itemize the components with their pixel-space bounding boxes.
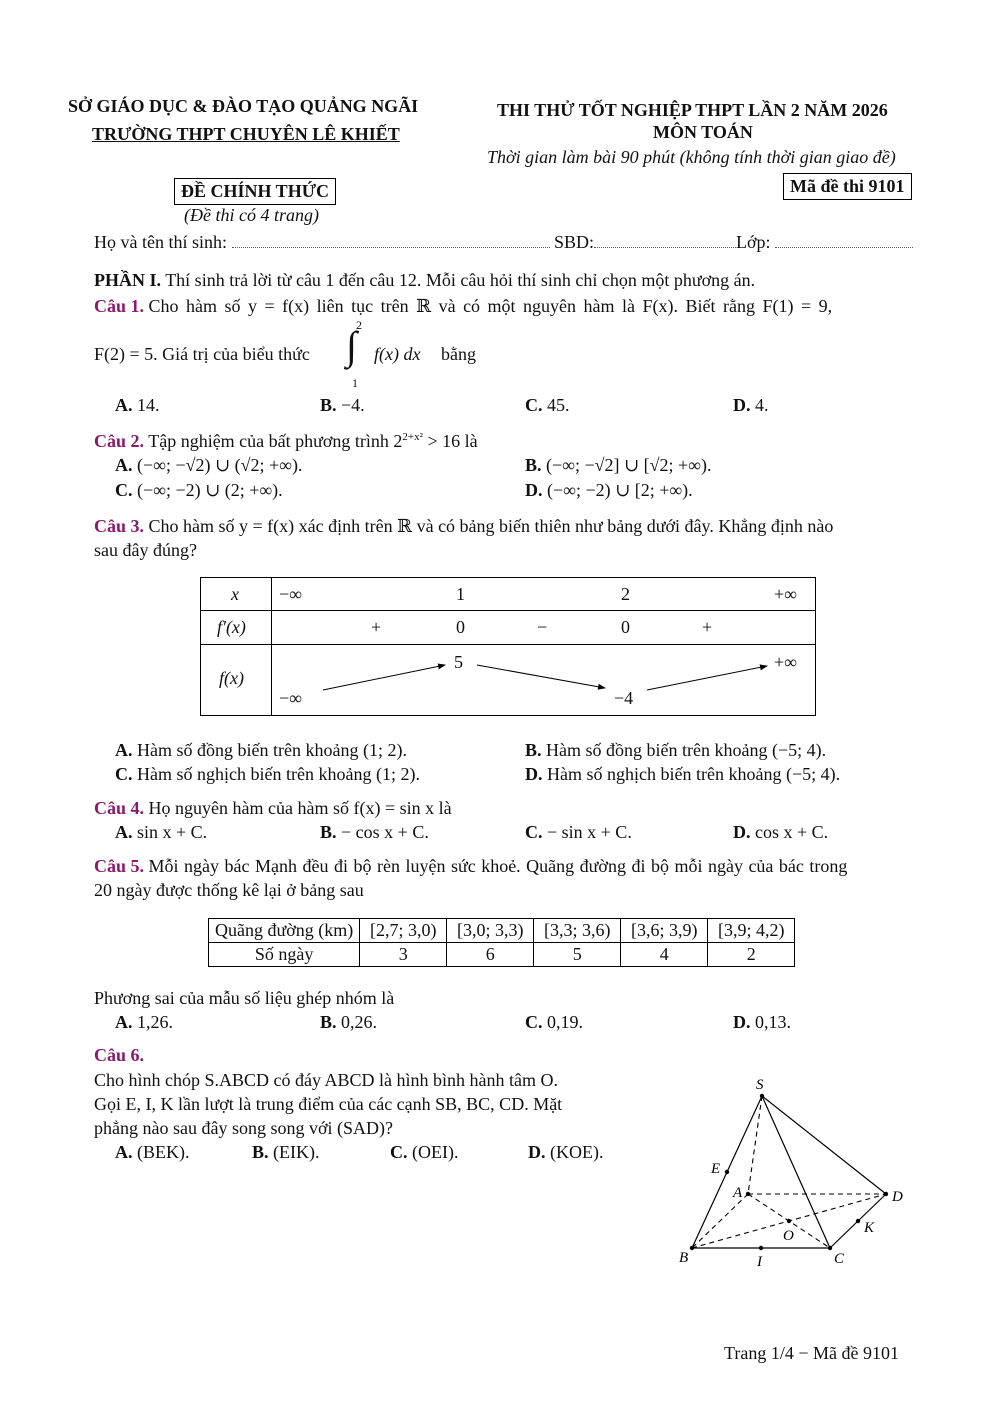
q3-text1: Cho hàm số y = f(x) xác định trên ℝ và có bảng biến thiên như bảng dưới đây. Khẳng định nào [148, 516, 834, 536]
part1-instructions [94, 270, 755, 291]
q6-option-b[interactable]: B. (EIK). [252, 1142, 320, 1162]
q1-text1: Cho hàm số y = f(x) liên tục trên ℝ và có một nguyên hàm là F(x). Biết rằng F(1) = 9, [148, 296, 833, 316]
q2-text-a: Tập nghiệm của bất phương trình 2 [148, 431, 403, 451]
class-label: Lớp: [736, 232, 771, 252]
label-S: S [756, 1077, 764, 1093]
integral-sign-icon: ∫ [346, 323, 357, 368]
q3-line2: sau đây đúng? [94, 540, 197, 560]
table-cell: Số ngày [209, 943, 360, 967]
q1-option-d[interactable]: D. 4. [733, 395, 769, 415]
q4-option-c[interactable]: C. − sin x + C. [525, 822, 632, 842]
variation-table [200, 577, 816, 716]
vt-x-value: −∞ [279, 584, 302, 604]
exam-code-box: Mã đề thi 9101 [783, 173, 912, 200]
q5-line2: 20 ngày được thống kê lại ở bảng sau [94, 880, 364, 900]
q2-option-b[interactable]: B. (−∞; −√2] ∪ [√2; +∞). [525, 455, 712, 475]
school-department: SỞ GIÁO DỤC & ĐÀO TẠO QUẢNG NGÃI [68, 96, 419, 116]
q2-exponent: 2+x² [402, 431, 423, 443]
label-C: C [834, 1251, 845, 1267]
pyramid-figure [670, 1072, 920, 1272]
q1-line2-end: bằng [441, 344, 476, 364]
official-badge: ĐỀ CHÍNH THỨC [174, 178, 336, 205]
table-cell: 3 [360, 943, 447, 967]
q4-stem [94, 798, 452, 819]
q5-line1 [94, 856, 847, 877]
q1-option-b[interactable]: B. −4. [320, 395, 365, 415]
q5-question: Phương sai của mẫu số liệu ghép nhóm là [94, 988, 395, 1008]
q3-option-a[interactable]: A. Hàm số đồng biến trên khoảng (1; 2). [115, 740, 407, 760]
q4-label: Câu 4. [94, 798, 145, 818]
q2-label: Câu 2. [94, 431, 145, 451]
arrow-down [477, 665, 605, 688]
table-row [209, 919, 795, 943]
table-cell: [3,9; 4,2) [708, 919, 795, 943]
class-field[interactable] [775, 233, 913, 248]
q5-option-b[interactable]: B. 0,26. [320, 1012, 378, 1032]
table-cell: [3,3; 3,6) [534, 919, 621, 943]
q1-integrand: f(x) dx [374, 344, 421, 364]
q4-option-d[interactable]: D. cos x + C. [733, 822, 829, 842]
label-E: E [711, 1161, 721, 1177]
q1-line1 [94, 296, 832, 317]
label-I: I [757, 1254, 762, 1270]
school-name: TRƯỜNG THPT CHUYÊN LÊ KHIẾT [92, 124, 400, 144]
label-O: O [783, 1228, 794, 1244]
q1-option-c[interactable]: C. 45. [525, 395, 570, 415]
name-field[interactable] [232, 233, 550, 248]
vt-f-value: −∞ [279, 688, 302, 708]
q3-line1 [94, 516, 833, 537]
table-cell: 4 [621, 943, 708, 967]
q5-option-a[interactable]: A. 1,26. [115, 1012, 173, 1032]
part1-title: PHẦN I. [94, 270, 161, 290]
vt-f-value: 5 [454, 652, 463, 672]
vt-x-value: +∞ [774, 584, 797, 604]
grouped-data-table [208, 918, 795, 967]
q4-text: Họ nguyên hàm của hàm số f(x) = sin x là [148, 798, 452, 818]
q5-label: Câu 5. [94, 856, 145, 876]
q4-option-b[interactable]: B. − cos x + C. [320, 822, 429, 842]
q6-option-d[interactable]: D. (KOE). [528, 1142, 604, 1162]
name-label: Họ và tên thí sinh: [94, 232, 227, 252]
vt-row-x: x [231, 584, 239, 604]
table-cell: [2,7; 3,0) [360, 919, 447, 943]
arrow-up [647, 666, 767, 690]
table-cell: 6 [447, 943, 534, 967]
time-note: Thời gian làm bài 90 phút (không tính thời gian giao đề) [487, 147, 896, 167]
q1-line2: F(2) = 5. Giá trị của biểu thức [94, 344, 310, 364]
q1-integral-upper: 2 [356, 318, 362, 332]
q6-label: Câu 6. [94, 1045, 145, 1065]
vt-row-f: f(x) [219, 668, 244, 688]
q2-option-a[interactable]: A. (−∞; −√2) ∪ (√2; +∞). [115, 455, 303, 475]
q1-option-a[interactable]: A. 14. [115, 395, 160, 415]
table-cell: 5 [534, 943, 621, 967]
q1-label: Câu 1. [94, 296, 145, 316]
vt-sign: 0 [456, 617, 465, 637]
part1-text: Thí sinh trả lời từ câu 1 đến câu 12. Mỗi câu hỏi thí sinh chỉ chọn một phương án. [165, 270, 756, 290]
q6-line3: phẳng nào sau đây song song với (SAD)? [94, 1118, 393, 1138]
vt-sign: 0 [621, 617, 630, 637]
subject-title: MÔN TOÁN [653, 122, 753, 142]
q6-line1: Cho hình chóp S.ABCD có đáy ABCD là hình bình hành tâm O. [94, 1070, 558, 1090]
vt-f-value: +∞ [774, 652, 797, 672]
q2-stem [94, 431, 478, 452]
page-footer: Trang 1/4 − Mã đề 9101 [724, 1343, 899, 1363]
label-K: K [864, 1220, 875, 1236]
q1-integral-lower: 1 [352, 376, 358, 390]
sbd-field[interactable] [594, 233, 736, 248]
q2-option-c[interactable]: C. (−∞; −2) ∪ (2; +∞). [115, 480, 283, 500]
variation-arrows [201, 578, 815, 715]
vt-sign: + [702, 617, 713, 637]
label-B: B [679, 1250, 689, 1266]
label-D: D [892, 1189, 903, 1205]
q6-option-a[interactable]: A. (BEK). [115, 1142, 190, 1162]
q2-text-b: > 16 là [422, 431, 478, 451]
q3-option-d[interactable]: D. Hàm số nghịch biến trên khoảng (−5; 4). [525, 764, 841, 784]
sbd-label: SBD: [554, 232, 595, 252]
vt-x-value: 1 [456, 584, 465, 604]
q5-option-d[interactable]: D. 0,13. [733, 1012, 791, 1032]
exam-title: THI THỬ TỐT NGHIỆP THPT LẦN 2 NĂM 2026 [497, 100, 888, 120]
label-A: A [733, 1185, 743, 1201]
table-cell: [3,6; 3,9) [621, 919, 708, 943]
q3-label: Câu 3. [94, 516, 145, 536]
student-info-line [94, 232, 913, 253]
vt-x-value: 2 [621, 584, 630, 604]
q2-option-d[interactable]: D. (−∞; −2) ∪ [2; +∞). [525, 480, 693, 500]
vt-sign: + [371, 617, 382, 637]
q3-option-b[interactable]: B. Hàm số đồng biến trên khoảng (−5; 4). [525, 740, 827, 760]
q4-option-a[interactable]: A. sin x + C. [115, 822, 208, 842]
vt-f-value: −4 [614, 688, 634, 708]
table-cell: [3,0; 3,3) [447, 919, 534, 943]
table-cell: Quãng đường (km) [209, 919, 360, 943]
q6-line2: Gọi E, I, K lần lượt là trung điểm của các cạnh SB, BC, CD. Mặt [94, 1094, 563, 1114]
vt-row-fprime: f′(x) [217, 617, 246, 637]
vt-sign: − [537, 617, 548, 637]
table-cell: 2 [708, 943, 795, 967]
q5-option-c[interactable]: C. 0,19. [525, 1012, 583, 1032]
q6-option-c[interactable]: C. (OEI). [390, 1142, 459, 1162]
arrow-up [323, 665, 445, 690]
q5-text1: Mỗi ngày bác Mạnh đều đi bộ rèn luyện sức khoẻ. Quãng đường đi bộ mỗi ngày của bác trong [148, 856, 848, 876]
q3-option-c[interactable]: C. Hàm số nghịch biến trên khoảng (1; 2). [115, 764, 420, 784]
pages-note: (Đề thi có 4 trang) [184, 205, 319, 225]
table-row [209, 943, 795, 967]
